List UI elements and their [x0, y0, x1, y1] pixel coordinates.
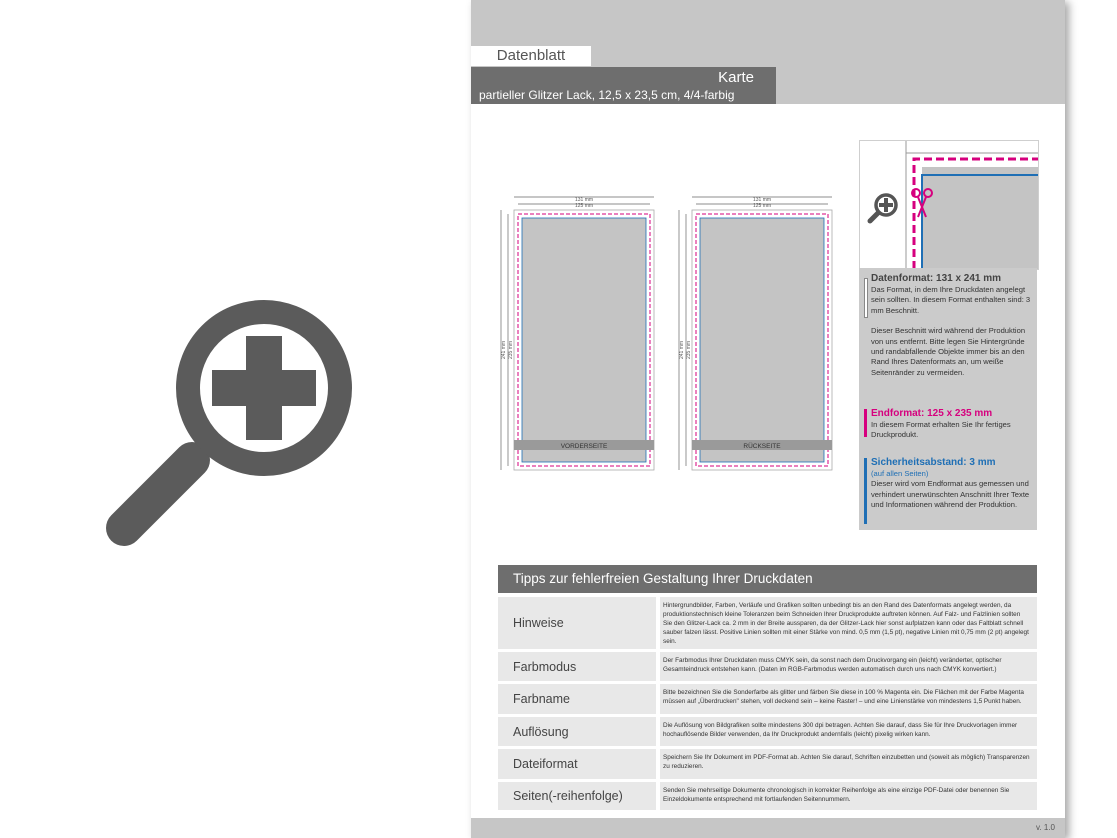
back-height-inner: 235 mm	[686, 340, 692, 360]
tip-text: Senden Sie mehrseitige Dokumente chronologisch in korrekter Reihenfolge als eine einzige PDF-Datei oder benennen Sie Einzeldokumente entsprechend mit fortlaufenden Seitennummern.	[660, 782, 1037, 810]
tip-text: Der Farbmodus Ihrer Druckdaten muss CMYK sein, da sonst nach dem Druckvorgang ein (leicht) veränderter, optischer Gesamteindruck entstehen kann. (Daten im RGB-Farbmodus werden automatisch durch uns nach CMYK konvertiert.)	[660, 652, 1037, 681]
footer-bar	[471, 818, 1065, 838]
endformat-title: Endformat: 125 x 235 mm	[871, 408, 993, 419]
tip-text: Die Auflösung von Bildgrafiken sollte mindestens 300 dpi betragen. Achten Sie darauf, dass Sie für Ihre Druckvorlagen immer hochauflösende Bilder verwenden, da Ihr Druckprodukt andernfalls (leicht) pixelig wirken kann.	[660, 717, 1037, 746]
title-bar	[471, 67, 776, 104]
tip-label: Auflösung	[498, 717, 656, 746]
tip-row	[498, 782, 1037, 810]
datenformat-title: Datenformat: 131 x 241 mm	[871, 273, 1002, 284]
tip-row	[498, 717, 1037, 746]
back-width-inner: 125 mm	[752, 203, 772, 209]
datenformat-text: Das Format, in dem Ihre Druckdaten angelegt sein sollten. In diesem Format enthalten sind: 3 mm Beschnitt.	[871, 285, 1031, 315]
sicherheit-text: Dieser wird vom Endformat aus gemessen und verhindert unerwünschten Anschnitt Ihrer Texte und Informationen während der Produktion.	[871, 479, 1030, 510]
endformat-text: In diesem Format erhalten Sie Ihr fertiges Druckprodukt.	[871, 420, 1011, 440]
tip-row	[498, 597, 1037, 649]
sicherheit-title: Sicherheitsabstand: 3 mm	[871, 457, 996, 468]
front-card	[501, 197, 654, 470]
datenformat-marker	[864, 278, 868, 318]
front-width-inner: 125 mm	[574, 203, 594, 209]
endformat-block	[871, 408, 1033, 441]
product-title: Karte	[718, 69, 754, 86]
datenformat-block	[871, 273, 1033, 378]
endformat-marker	[864, 409, 867, 437]
tip-label: Hinweise	[498, 597, 656, 649]
tip-row	[498, 749, 1037, 779]
version-label: v. 1.0	[1036, 823, 1055, 832]
tip-text: Hintergrundbilder, Farben, Verläufe und Grafiken sollten unbedingt bis an den Rand des Datenformats angelegt werden, da produktionstechnisch kleine Toleranzen beim Schneiden Ihrer Druckprodukte auftreten können. Auf Falz- und Falzlinien sollten Sie den Glitzer-Lack ca. 2 mm in der Breite aussparen, da der Glitzer-Lack hier sonst aufplatzen kann oder das Faltblatt schnell sauber falzen lässt. Positive Linien sollten mit einer Stärke von mind. 0,5 mm (1,5 pt), negative Linien mit 0,75 mm (2 pt) angelegt sein.	[660, 597, 1037, 649]
sicherheit-block	[871, 457, 1033, 511]
sheet-header	[471, 0, 1065, 104]
zoom-in-icon[interactable]	[100, 292, 360, 552]
format-info-panel	[859, 268, 1037, 530]
zoom-in-icon-small	[870, 195, 896, 221]
datenformat-text-2: Dieser Beschnitt wird während der Produktion von uns entfernt. Bitte legen Sie Hintergründe und randabfallende Objekte immer bis an den Rand Ihres Datenformats an, um weiße Seitenränder zu vermeiden.	[871, 326, 1026, 377]
back-height-outer: 241 mm	[679, 340, 685, 360]
corner-detail	[859, 140, 1039, 270]
sicherheit-sub: (auf allen Seiten)	[871, 469, 929, 478]
tip-row	[498, 684, 1037, 714]
front-height-outer: 241 mm	[501, 340, 507, 360]
front-width-outer: 131 mm	[574, 197, 594, 203]
tips-heading: Tipps zur fehlerfreien Gestaltung Ihrer Druckdaten	[498, 565, 1037, 593]
tip-label: Seiten(-reihenfolge)	[498, 782, 656, 810]
front-height-inner: 235 mm	[508, 340, 514, 360]
tip-label: Dateiformat	[498, 749, 656, 779]
datasheet-page	[471, 0, 1065, 838]
format-diagram	[471, 180, 851, 480]
product-subtitle: partieller Glitzer Lack, 12,5 x 23,5 cm, 4/4-farbig	[479, 88, 735, 102]
back-side-label: RÜCKSEITE	[743, 443, 781, 450]
tip-label: Farbmodus	[498, 652, 656, 681]
datasheet-tab: Datenblatt	[471, 46, 591, 66]
back-width-outer: 131 mm	[752, 197, 772, 203]
front-side-label: VORDERSEITE	[560, 443, 608, 450]
tip-row	[498, 652, 1037, 681]
back-card	[679, 197, 832, 470]
sicherheit-marker	[864, 458, 867, 524]
tip-label: Farbname	[498, 684, 656, 714]
tip-text: Speichern Sie Ihr Dokument im PDF-Format ab. Achten Sie darauf, Schriften einzubetten und (soweit als möglich) Transparenzen zu reduzieren.	[660, 749, 1037, 779]
tip-text: Bitte bezeichnen Sie die Sonderfarbe als glitter und färben Sie diese in 100 % Magenta ein. Die Flächen mit der Farbe Magenta müssen auf „Überdrucken" stehen, voll deckend sein – keine Raster! – und eine Linienstärke von mindestens 1,5 Punkt haben.	[660, 684, 1037, 714]
